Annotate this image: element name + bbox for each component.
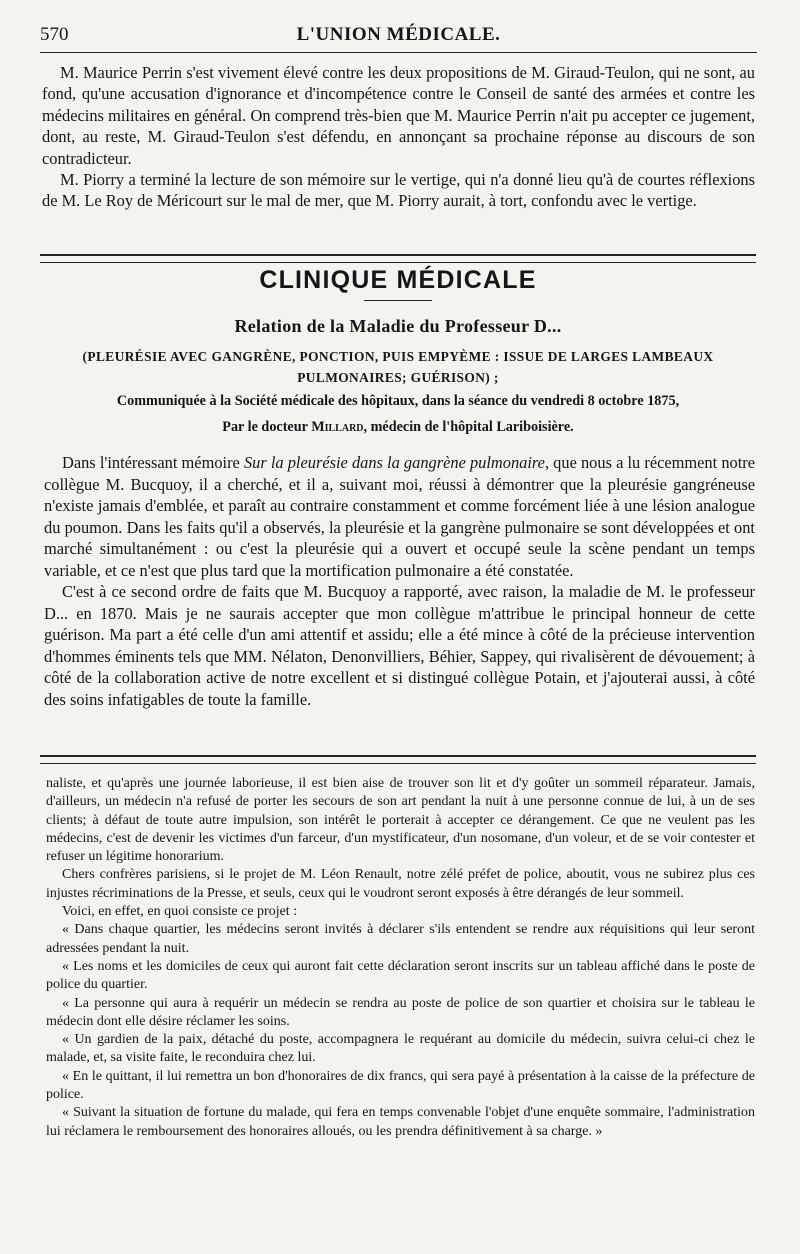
article-title: Relation de la Maladie du Professeur D... [234,316,562,336]
header-rule [40,52,757,53]
article-subtitle: (PLEURÉSIE AVEC GANGRÈNE, PONCTION, PUIS EMPYÈME : ISSUE DE LARGES LAMBEAUX PULMONAIRES; GUÉRISON) ; [82,349,714,385]
page-number: 570 [40,24,69,45]
author-name: Millard [311,419,364,435]
article-body [44,452,755,710]
feuilleton-paragraph: « En le quittant, il lui remettra un bon d'honoraires de dix francs, qui sera payé à présentation à la caisse de la préfecture de police. [46,1068,755,1103]
communication-note: Communiquée à la Société médicale des hôpitaux, dans la séance du vendredi 8 octobre 1875, [116,393,680,409]
feuilleton-paragraph: Chers confrères parisiens, si le projet de M. Léon Renault, notre zélé préfet de police, aboutit, vous ne subirez plus ces injustes récriminations de la Presse, et seuls, ceux qui le voudront seront exposés à être dérangés de leur sommeil. [46,867,755,901]
feuilleton-paragraph: « Dans chaque quartier, les médecins seront invités à déclarer s'ils entendent se rendre aux réquisitions qui leur seront adressées pendant la nuit. [46,922,755,956]
feuilleton-paragraph: naliste, et qu'après une journée laborieuse, il est bien aise de trouver son lit et d'y goûter un sommeil réparateur. Jamais, d'ailleurs, un médecin n'a refusé de porter les secours de son art pendant la nuit à une personne connue de lui, à un de ses clients; à défaut de toute autre impulsion, son intérêt le porterait à accepter ce dérangement. Ce que ne veulent pas les médecins, c'est de devenir les victimes d'un farceur, d'un mystificateur, d'un nosomane, d'un voleur, et de se voir contester et refuser un légitime honorarium. [46,776,755,865]
session-paragraph: M. Maurice Perrin s'est vivement élevé contre les deux propositions de M. Giraud-Teulon, qui ne sont, au fond, qu'une accusation d'ignorance et d'incompétence contre le Conseil de santé des armées et contre les médecins militaires en général. On comprend très-bien que M. Maurice Perrin n'ait pu accepter ce jugement, dont, au reste, M. Giraud-Teulon s'est défendu, en annonçant sa prochaine réponse au discours de son contradicteur. [42,63,755,168]
feuilleton-paragraph: « Suivant la situation de fortune du malade, qui fera en temps convenable l'objet d'une enquête sommaire, l'administration lui réclamera le remboursement des honoraires alloués, ou les prendra définitivement à sa charge. » [46,1105,755,1139]
feuilleton-divider [40,755,756,764]
article-author [40,419,756,436]
article-paragraph: Dans l'intéressant mémoire Sur la pleurésie dans la gangrène pulmonaire, que nous a lu récemment notre collègue M. Bucquoy, il a cherché, et il a, suivant moi, réussi à démontrer que la pleurésie gangréneuse n'existe jamais d'emblée, et paraît au contraire constamment et comme forcément liée à une lésion analogue du poumon. Dans les faits qu'il a observés, la pleurésie et la gangrène pulmonaire se sont développées et ont marché simultanément : ou c'est la pleurésie qui a ouvert et occupé seule la scène pendant un temps variable, et ce n'est que plus tard que la mortification pulmonaire a été constatée. [44,453,755,580]
title-underline [364,300,432,301]
running-header [40,24,757,48]
feuilleton-paragraph: Voici, en effet, en quoi consiste ce projet : [62,904,298,920]
cited-memoir-title: Sur la pleurésie dans la gangrène pulmonaire [243,453,545,472]
feuilleton-paragraph: « La personne qui aura à requérir un médecin se rendra au poste de police de son quartier et choisira sur le tableau le médecin dont elle désire réclamer les soins. [46,995,755,1029]
section-divider [40,254,756,263]
feuilleton-paragraph: « Un gardien de la paix, détaché du poste, accompagnera le requérant au domicile du médecin, suivra celui-ci chez le malade, et, sa visite faite, le reconduira chez lui. [46,1032,755,1066]
session-report [42,62,755,212]
section-title: CLINIQUE MÉDICALE [259,266,537,294]
feuilleton-column [46,775,755,1141]
author-affiliation: , médecin de l'hôpital Lariboisière. [363,419,574,435]
session-paragraph: M. Piorry a terminé la lecture de son mémoire sur le vertige, qui n'a donné lieu qu'à de courtes réflexions de M. Le Roy de Méricourt sur le mal de mer, que M. Piorry aurait, à tort, confondu avec le vertige. [42,170,755,211]
article-paragraph: C'est à ce second ordre de faits que M. Bucquoy a rapporté, avec raison, la maladie de M. le professeur D... en 1870. Mais je ne saurais accepter que mon collègue m'attribue le principal honneur de cette guérison. Ma part a été celle d'un ami attentif et assidu; elle a été mince à côté de la précieuse intervention d'hommes éminents tels que MM. Nélaton, Denonvilliers, Béhier, Sappey, qui rivalisèrent de dévouement; à côté de la collaboration active de notre excellent et si distingué collègue Potain, et j'ajouterai aussi, à côté des soins infatigables de toute la famille. [44,582,755,709]
feuilleton-paragraph: « Les noms et les domiciles de ceux qui auront fait cette déclaration seront inscrits sur un tableau affiché dans le poste de police du quartier. [46,958,755,993]
author-prefix: Par le docteur [222,419,312,435]
journal-title: L'UNION MÉDICALE. [296,24,501,45]
